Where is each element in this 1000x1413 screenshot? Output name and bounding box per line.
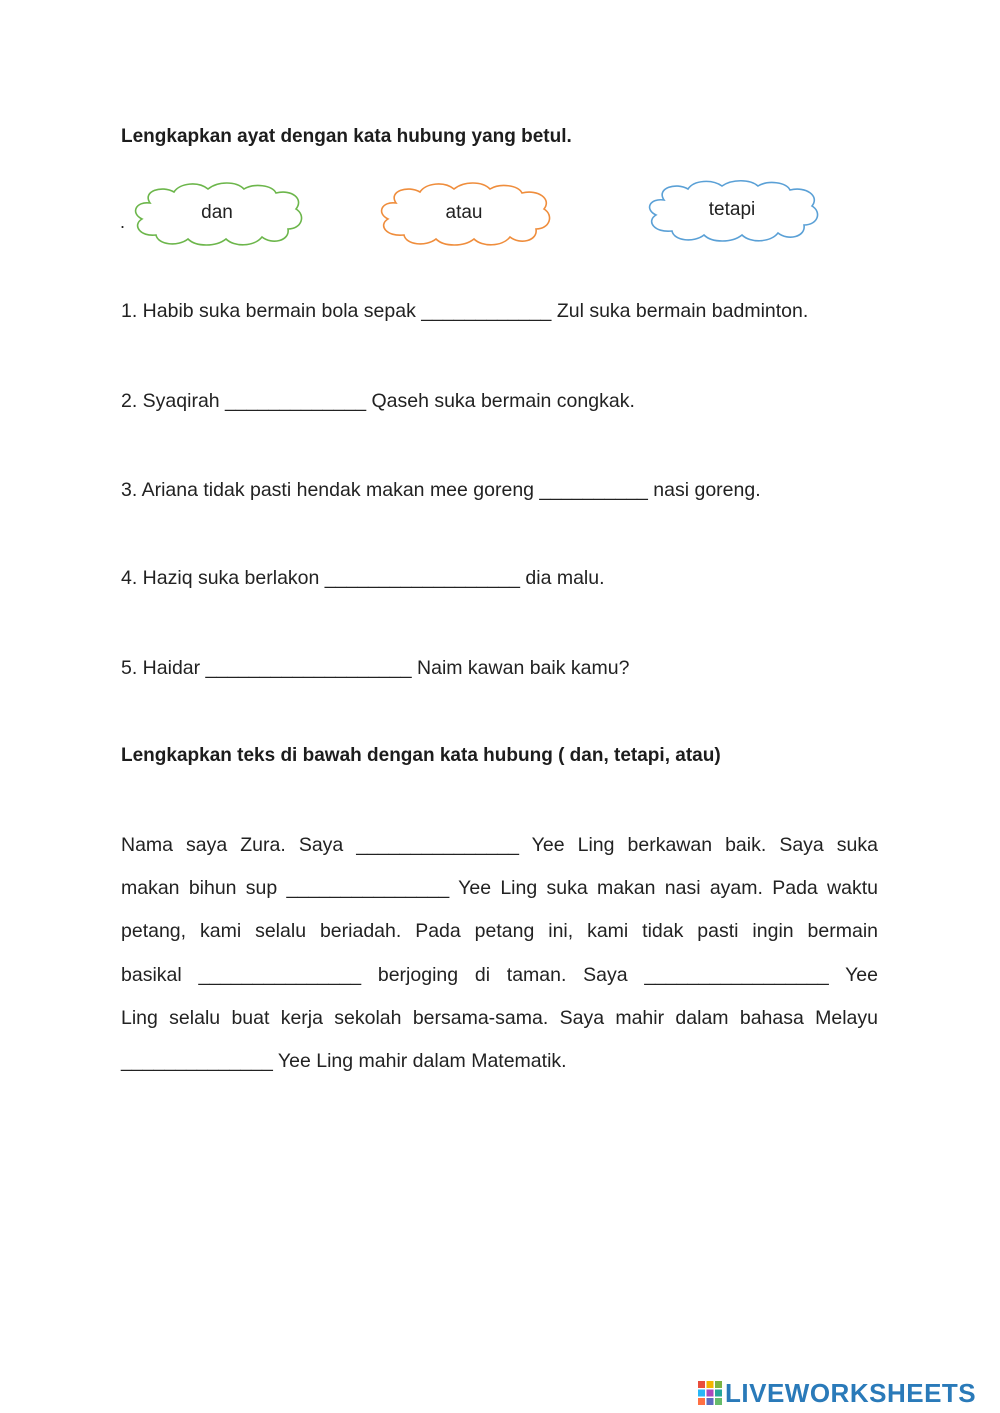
question-5: 5. Haidar ___________________ Naim kawan baik kamu?: [121, 657, 630, 679]
question-2: 2. Syaqirah _____________ Qaseh suka bermain congkak.: [121, 390, 635, 412]
instruction-heading-1: Lengkapkan ayat dengan kata hubung yang betul.: [121, 126, 572, 147]
passage-line: petang, kami selalu beriadah. Pada petang ini, kami tidak pasti ingin bermain: [121, 920, 878, 943]
passage-line: Ling selalu buat kerja sekolah bersama-sama. Saya mahir dalam bahasa Melayu: [121, 1006, 878, 1029]
word-cloud-atau[interactable]: [374, 181, 554, 247]
liveworksheets-logo: [698, 1378, 976, 1408]
logo-text: LIVEWORKSHEETS: [725, 1377, 977, 1408]
question-4: 4. Haziq suka berlakon __________________ dia malu.: [121, 567, 605, 589]
liveworksheets-logo-icon: [698, 1381, 722, 1405]
word-label-atau: atau: [445, 202, 483, 223]
word-label-dan: dan: [201, 202, 233, 223]
instruction-heading-2: Lengkapkan teks di bawah dengan kata hubung ( dan, tetapi, atau): [121, 745, 721, 766]
passage-line: ______________ Yee Ling mahir dalam Matematik.: [121, 1049, 567, 1072]
word-cloud-dan[interactable]: [128, 181, 306, 247]
passage-line: Nama saya Zura. Saya _______________ Yee Ling berkawan baik. Saya suka: [121, 834, 878, 856]
word-cloud-tetapi[interactable]: [642, 179, 822, 243]
question-1: 1. Habib suka bermain bola sepak ____________ Zul suka bermain badminton.: [121, 300, 809, 322]
question-3: 3. Ariana tidak pasti hendak makan mee goreng __________ nasi goreng.: [121, 479, 761, 501]
passage: [121, 824, 878, 1083]
word-label-tetapi: tetapi: [708, 199, 756, 220]
stray-dot: .: [120, 212, 126, 232]
passage-line: makan bihun sup _______________ Yee Ling suka makan nasi ayam. Pada waktu: [121, 877, 878, 900]
passage-line: basikal _______________ berjoging di taman. Saya _________________ Yee: [121, 963, 878, 986]
